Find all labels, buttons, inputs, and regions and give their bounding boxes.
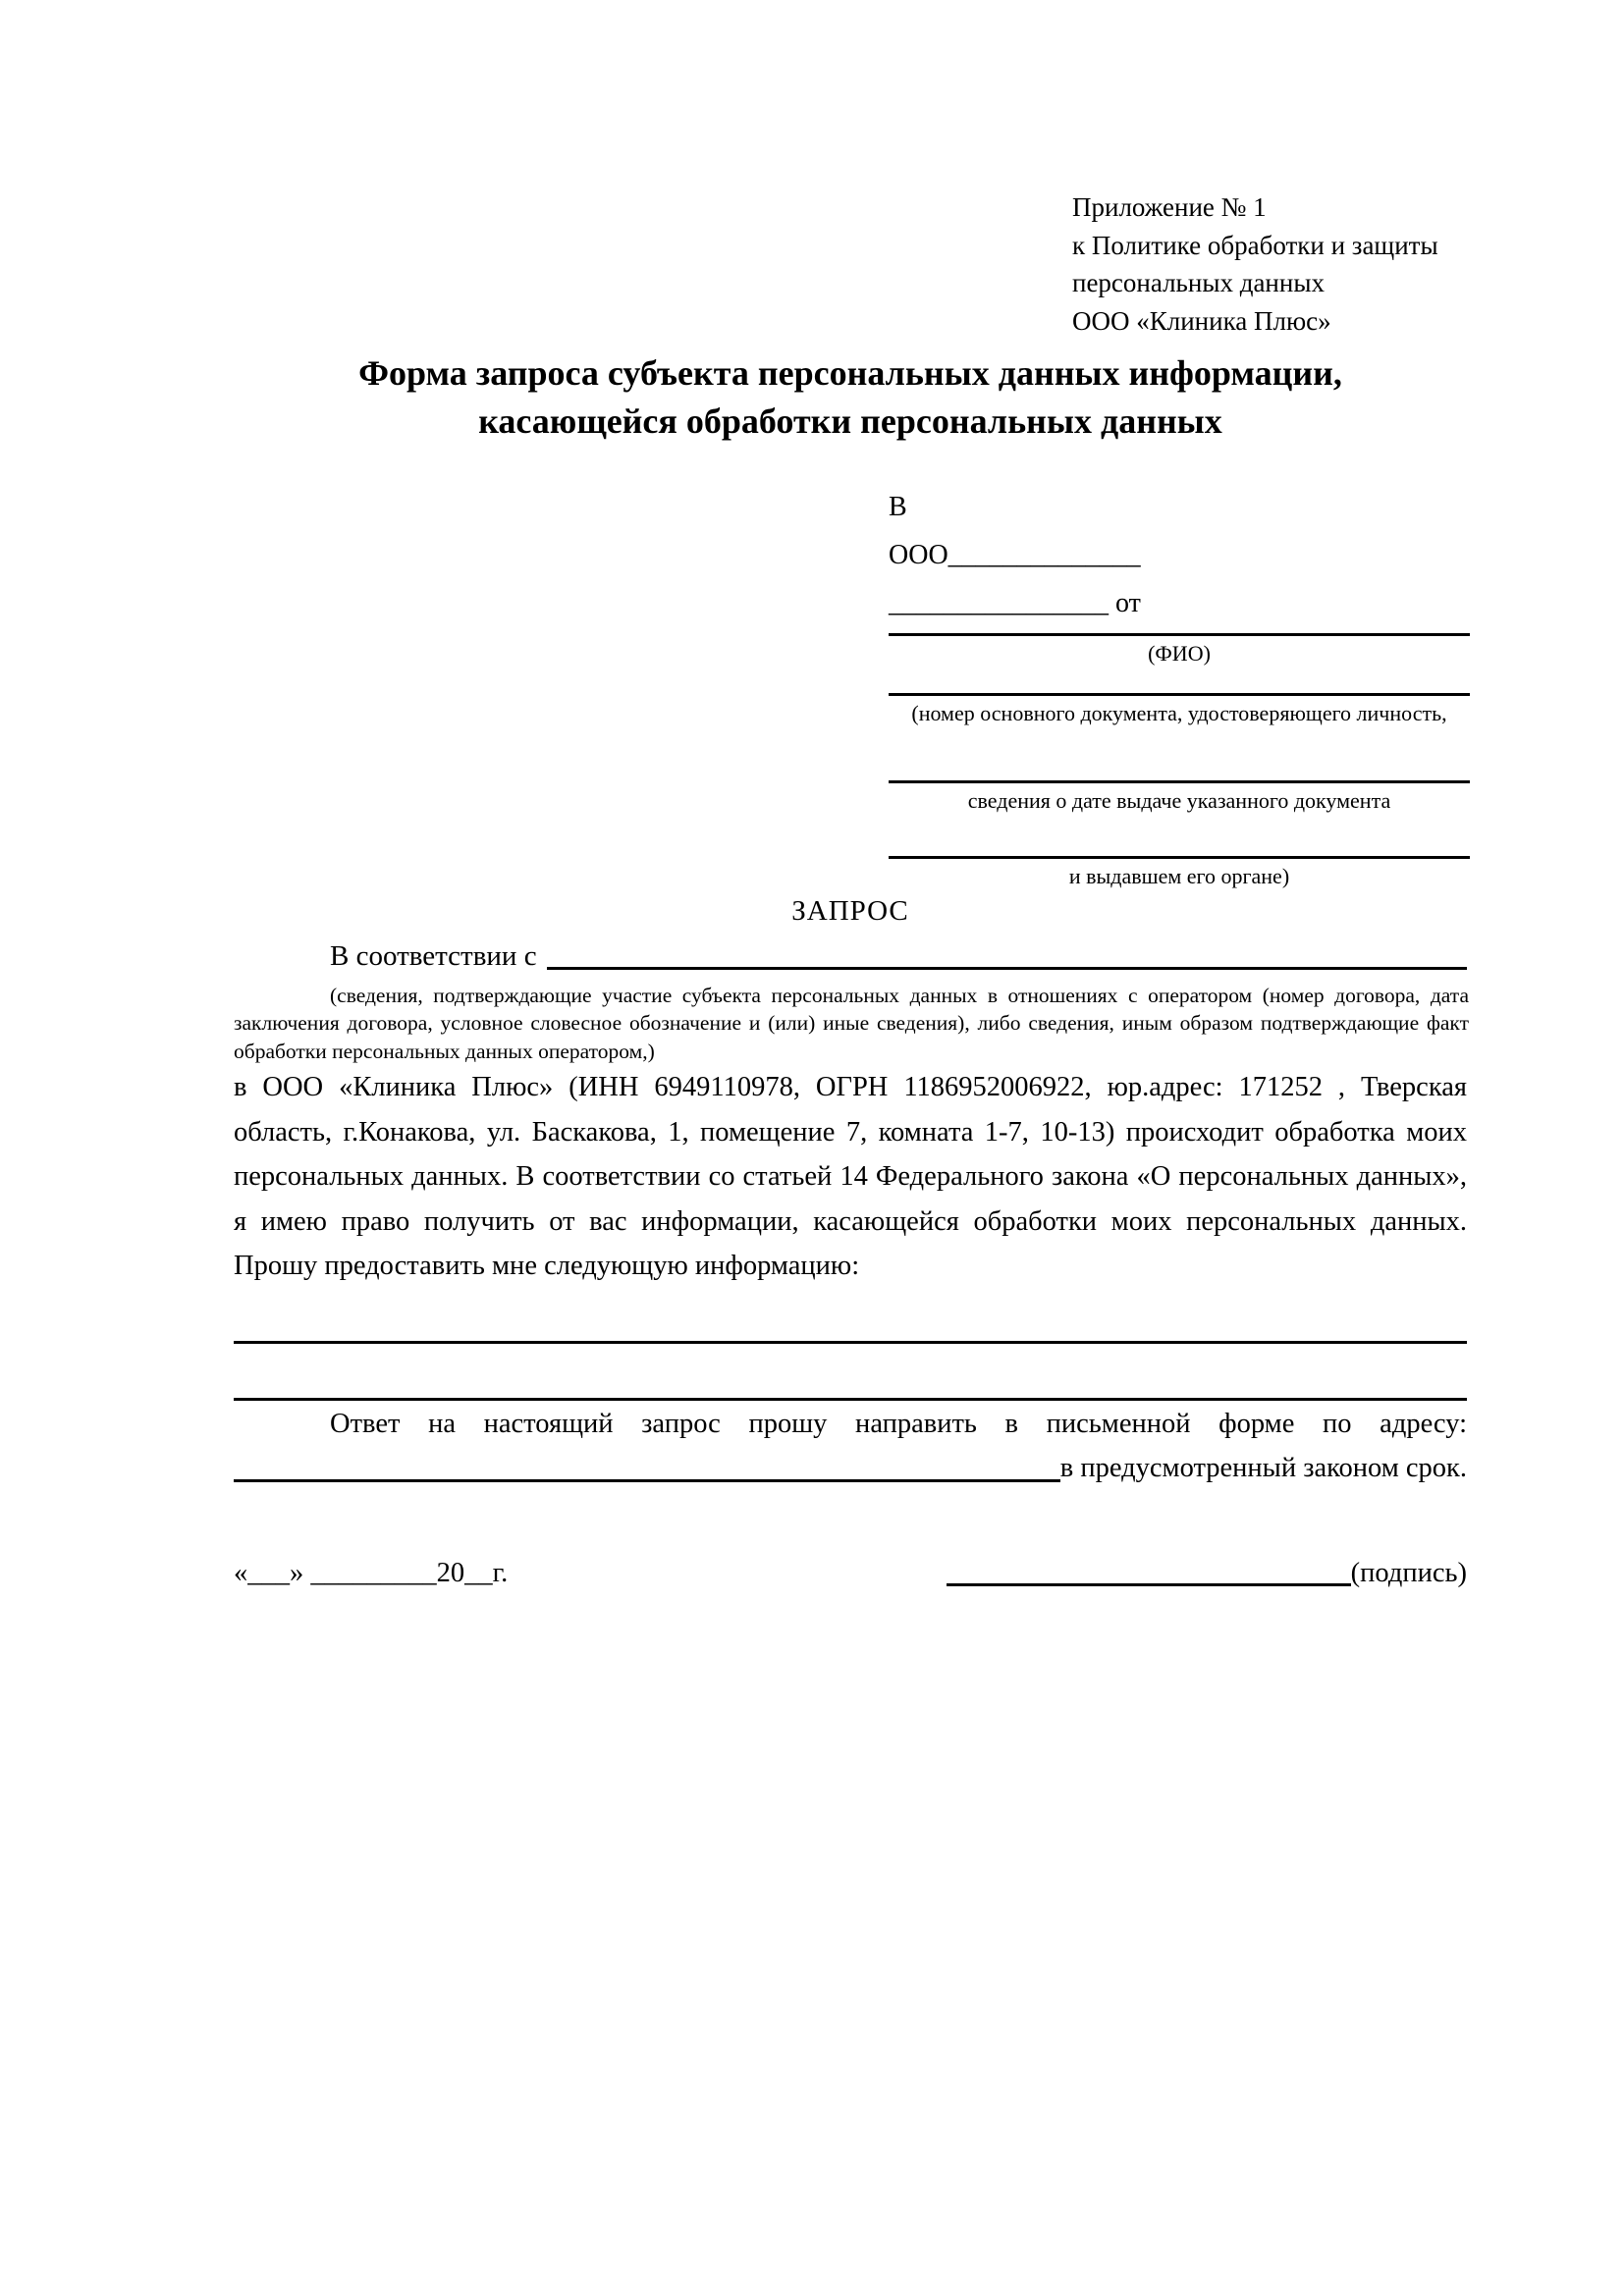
information-blank-line-1: [234, 1341, 1467, 1344]
issue-date-blank-line: [889, 780, 1470, 815]
document-number-caption: (номер основного документа, удостоверяющего личность,: [911, 701, 1447, 725]
signature-blank-line: [947, 1583, 1351, 1586]
address-blank-line: [234, 1479, 1060, 1482]
addressee-block: [889, 483, 1470, 890]
request-heading: ЗАПРОС: [791, 895, 909, 927]
information-blank-line-2: [234, 1398, 1467, 1401]
issuing-authority-blank-line: [889, 856, 1470, 890]
date-blank-line: «___» _________20__г.: [234, 1558, 509, 1588]
request-intro-row: [234, 938, 1467, 974]
request-intro-text: В соответствии с: [330, 940, 537, 972]
addressee-to-prefix: В: [889, 492, 907, 522]
addressee-from-blank-line: ________________ от: [889, 588, 1141, 618]
reply-address-row: [234, 1451, 1467, 1486]
appendix-header: [1072, 188, 1583, 340]
addressee-org-blank-line: ООО______________: [889, 540, 1141, 570]
reply-suffix-text: в предусмотренный законом срок.: [1059, 1453, 1467, 1483]
issuing-authority-caption: и выдавшем его органе): [1068, 864, 1290, 888]
appendix-header-line-2: к Политике обработки и защиты: [1072, 230, 1438, 260]
appendix-header-line-3: персональных данных: [1072, 268, 1325, 297]
document-number-blank-line: [889, 693, 1470, 727]
fio-caption: (ФИО): [1148, 641, 1211, 666]
document-title-line-1: Форма запроса субъекта персональных данных информации,: [358, 353, 1342, 393]
date-signature-row: [234, 1556, 1467, 1591]
issue-date-caption: сведения о дате выдаче указанного документа: [967, 788, 1391, 813]
document-title: [234, 349, 1467, 446]
reply-request-paragraph: Ответ на настоящий запрос прошу направить в письменной форме по адресу:: [330, 1409, 1467, 1439]
request-body-paragraph: в ООО «Клиника Плюс» (ИНН 6949110978, ОГРН 1186952006922, юр.адрес: 171252 , Тверская область, г.Конакова, ул. Баскакова, 1, помещение 7, комната 1-7, 10-13) происходит обработка моих персональных данных. В соответствии со статьей 14 Федерального закона «О персональных данных», я имею право получить от вас информации, касающейся обработки моих персональных данных. Прошу предоставить мне следующую информацию:: [234, 1072, 1467, 1281]
appendix-header-line-4: ООО «Клиника Плюс»: [1072, 305, 1331, 336]
fio-blank-line: [889, 633, 1470, 667]
document-title-line-2: касающейся обработки персональных данных: [478, 401, 1222, 441]
basis-explanation-note: (сведения, подтверждающие участие субъекта персональных данных в отношениях с оператором (номер договора, дата заключения договора, условное словесное обозначение и (или) иные сведения), либо сведения, иным образом подтверждающие факт обработки персональных данных оператором,): [234, 984, 1469, 1063]
basis-blank-line: [547, 967, 1467, 970]
appendix-header-line-1: Приложение № 1: [1072, 192, 1267, 222]
signature-caption: (подпись): [1350, 1558, 1467, 1588]
